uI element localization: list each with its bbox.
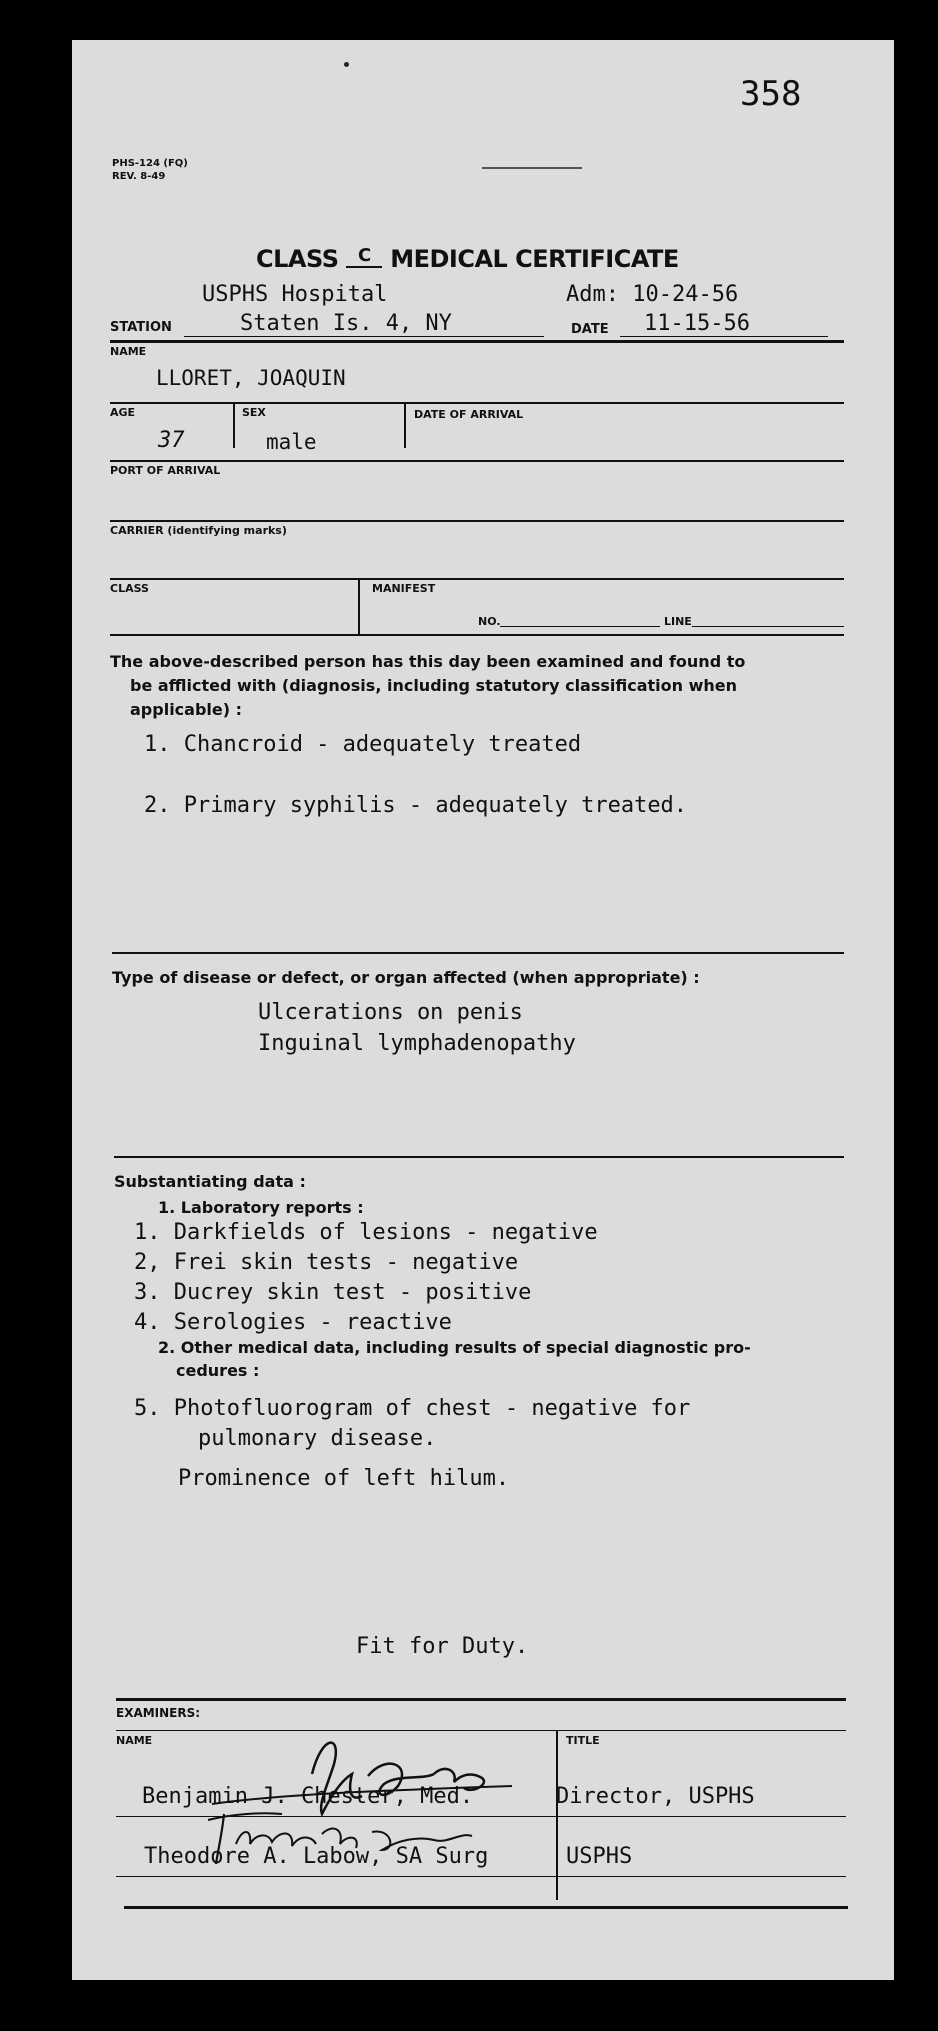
- form-code: PHS-124 (FQ): [112, 158, 188, 169]
- examiner-title-label: TITLE: [566, 1734, 600, 1747]
- lab-reports-label: 1. Laboratory reports :: [158, 1198, 364, 1217]
- examiner-1-title: Director, USPHS: [556, 1784, 755, 1809]
- page-number: 358: [740, 74, 802, 114]
- lab-item-3: 3. Ducrey skin test - positive: [134, 1280, 532, 1305]
- other-data-label-1: 2. Other medical data, including results of special diagnostic pro-: [158, 1338, 751, 1357]
- other-item-3: Prominence of left hilum.: [178, 1466, 510, 1491]
- class-prefix: CLASS: [256, 245, 339, 273]
- examiner-2-name: Theodore A. Labow, SA Surg: [144, 1844, 489, 1869]
- age-value: 37: [158, 428, 185, 453]
- examiner-1-name: Benjamin J. Chester, Med.: [142, 1784, 474, 1809]
- other-item-1: 5. Photofluorogram of chest - negative for: [134, 1396, 691, 1421]
- disease-type-label: Type of disease or defect, or organ affected (when appropriate) :: [112, 968, 700, 987]
- class-field-label: CLASS: [110, 582, 149, 595]
- certificate-title: [256, 245, 679, 274]
- other-item-2: pulmonary disease.: [198, 1426, 437, 1451]
- lab-item-1: 1. Darkfields of lesions - negative: [134, 1220, 598, 1245]
- manifest-label: MANIFEST: [372, 582, 436, 595]
- hospital-name: USPHS Hospital: [202, 282, 388, 307]
- station-value: Staten Is. 4, NY: [240, 311, 452, 336]
- sex-value: male: [266, 430, 317, 454]
- title-suffix: MEDICAL CERTIFICATE: [390, 245, 679, 273]
- lab-item-4: 4. Serologies - reactive: [134, 1310, 452, 1335]
- diagnosis-intro-3: applicable) :: [130, 700, 243, 719]
- date-of-arrival-label: DATE OF ARRIVAL: [414, 408, 524, 421]
- patient-name: LLORET, JOAQUIN: [156, 366, 346, 390]
- diagnosis-intro-1: The above-described person has this day been examined and found to: [110, 652, 746, 671]
- disease-type-line-2: Inguinal lymphadenopathy: [258, 1031, 576, 1056]
- diagnosis-item-2: 2. Primary syphilis - adequately treated.: [144, 793, 688, 818]
- port-of-arrival-label: PORT OF ARRIVAL: [110, 464, 221, 477]
- form-revision: REV. 8-49: [112, 171, 166, 182]
- lab-item-2: 2, Frei skin tests - negative: [134, 1250, 519, 1275]
- stray-dot: [344, 62, 349, 67]
- date-label: DATE: [571, 322, 609, 337]
- conclusion: Fit for Duty.: [356, 1634, 529, 1659]
- date-value: 11-15-56: [644, 311, 750, 336]
- stray-mark: [482, 167, 582, 169]
- admission-date: Adm: 10-24-56: [566, 282, 739, 307]
- certificate-page: [72, 40, 894, 1980]
- manifest-line-label: LINE: [664, 615, 692, 628]
- carrier-label: CARRIER (identifying marks): [110, 524, 287, 537]
- sex-label: SEX: [242, 406, 266, 419]
- name-label: NAME: [110, 345, 147, 358]
- disease-type-line-1: Ulcerations on penis: [258, 1000, 523, 1025]
- examiners-label: EXAMINERS:: [116, 1706, 201, 1720]
- manifest-no-label: NO.: [478, 615, 501, 628]
- diagnosis-intro-2: be afflicted with (diagnosis, including statutory classification when: [130, 676, 738, 695]
- station-label: STATION: [110, 320, 172, 335]
- examiner-name-label: NAME: [116, 1734, 153, 1747]
- class-value: C: [346, 245, 382, 268]
- other-data-label-2: cedures :: [176, 1361, 260, 1380]
- substantiating-label: Substantiating data :: [114, 1172, 306, 1191]
- diagnosis-item-1: 1. Chancroid - adequately treated: [144, 732, 582, 757]
- age-label: AGE: [110, 406, 136, 419]
- examiner-signatures: [172, 1724, 552, 1884]
- examiner-2-title: USPHS: [566, 1844, 633, 1869]
